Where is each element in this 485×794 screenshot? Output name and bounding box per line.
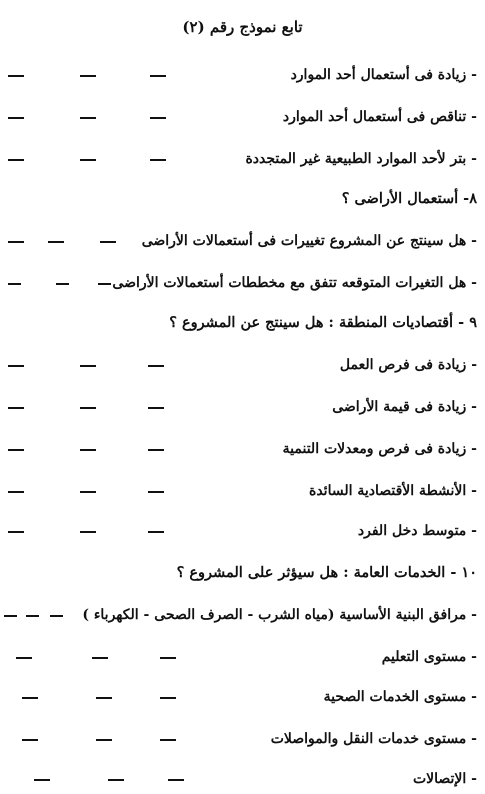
row-label: - بتر لأحد الموارد الطبيعية غير المتجددة bbox=[245, 151, 477, 167]
row-label: - مستوى الخدمات الصحية bbox=[323, 689, 477, 705]
form-row bbox=[0, 270, 485, 296]
row-label: - زيادة فى قيمة الأراضى bbox=[332, 399, 477, 415]
form-row bbox=[0, 394, 485, 420]
blank-dash bbox=[80, 491, 96, 493]
blank-dash bbox=[48, 241, 64, 243]
row-label: - هل سينتج عن المشروع تغييرات فى أستعمالات الأراضى bbox=[141, 233, 477, 249]
blank-dash bbox=[50, 615, 63, 617]
blank-dash bbox=[80, 407, 96, 409]
blank-dash bbox=[148, 407, 164, 409]
page-header: تابع نموذج رقم (٢) bbox=[182, 18, 303, 36]
form-row bbox=[0, 478, 485, 504]
blank-dash bbox=[8, 365, 24, 367]
form-row bbox=[0, 644, 485, 670]
blank-dash bbox=[108, 779, 124, 781]
blank-dash bbox=[160, 697, 176, 699]
blank-dash bbox=[148, 491, 164, 493]
section-heading bbox=[0, 560, 485, 586]
blank-dash bbox=[80, 75, 96, 77]
blank-dash bbox=[148, 531, 164, 533]
row-label: - مرافق البنية الأساسية (مياه الشرب - الصرف الصحى - الكهرباء ) bbox=[82, 607, 477, 623]
blank-dash bbox=[8, 491, 24, 493]
blank-dash bbox=[26, 615, 39, 617]
section-heading bbox=[0, 186, 485, 212]
blank-dash bbox=[150, 159, 166, 161]
blank-dash bbox=[80, 117, 96, 119]
row-label: - الإتصالات bbox=[412, 771, 477, 787]
row-label: - الأنشطة الأقتصادية السائدة bbox=[308, 483, 477, 499]
blank-dash bbox=[160, 739, 176, 741]
form-row bbox=[0, 62, 485, 88]
form-row bbox=[0, 436, 485, 462]
form-row bbox=[0, 352, 485, 378]
blank-dash bbox=[80, 449, 96, 451]
row-label: - متوسط دخل الفرد bbox=[357, 523, 477, 539]
blank-dash bbox=[8, 449, 24, 451]
row-label: - زيادة فى فرص العمل bbox=[339, 357, 477, 373]
blank-dash bbox=[8, 283, 21, 285]
blank-dash bbox=[56, 283, 69, 285]
row-label: - تناقص فى أستعمال أحد الموارد bbox=[282, 109, 477, 125]
blank-dash bbox=[96, 739, 112, 741]
blank-dash bbox=[80, 531, 96, 533]
blank-dash bbox=[160, 657, 176, 659]
blank-dash bbox=[80, 365, 96, 367]
form-row bbox=[0, 518, 485, 544]
blank-dash bbox=[168, 779, 184, 781]
blank-dash bbox=[34, 779, 50, 781]
form-row bbox=[0, 104, 485, 130]
blank-dash bbox=[100, 241, 116, 243]
blank-dash bbox=[150, 117, 166, 119]
blank-dash bbox=[148, 449, 164, 451]
blank-dash bbox=[22, 697, 38, 699]
form-row bbox=[0, 602, 485, 628]
row-label: - زيادة فى فرص ومعدلات التنمية bbox=[282, 441, 477, 457]
blank-dash bbox=[8, 531, 24, 533]
section-title: ١٠ - الخدمات العامة : هل سيؤثر على المشروع ؟ bbox=[176, 564, 477, 581]
section-title: ٨- أستعمال الأراضى ؟ bbox=[341, 190, 477, 207]
form-row bbox=[0, 228, 485, 254]
blank-dash bbox=[148, 365, 164, 367]
blank-dash bbox=[80, 159, 96, 161]
blank-dash bbox=[150, 75, 166, 77]
form-row bbox=[0, 766, 485, 792]
blank-dash bbox=[96, 697, 112, 699]
blank-dash bbox=[8, 407, 24, 409]
row-label: - زيادة فى أستعمال أحد الموارد bbox=[290, 67, 477, 83]
form-row bbox=[0, 146, 485, 172]
form-row bbox=[0, 684, 485, 710]
blank-dash bbox=[8, 241, 24, 243]
blank-dash bbox=[22, 739, 38, 741]
row-label: - مستوى التعليم bbox=[381, 649, 477, 665]
row-label: - مستوى خدمات النقل والمواصلات bbox=[270, 731, 477, 747]
blank-dash bbox=[16, 657, 32, 659]
section-heading bbox=[0, 310, 485, 336]
blank-dash bbox=[8, 117, 24, 119]
blank-dash bbox=[92, 657, 108, 659]
form-row bbox=[0, 726, 485, 752]
blank-dash bbox=[8, 75, 24, 77]
section-title: ٩ - أقتصاديات المنطقة : هل سينتج عن المشروع ؟ bbox=[169, 314, 477, 331]
blank-dash bbox=[8, 159, 24, 161]
blank-dash bbox=[98, 283, 111, 285]
blank-dash bbox=[4, 615, 17, 617]
row-label: - هل التغيرات المتوقعه تتفق مع مخططات أستعمالات الأراضى bbox=[112, 275, 477, 291]
